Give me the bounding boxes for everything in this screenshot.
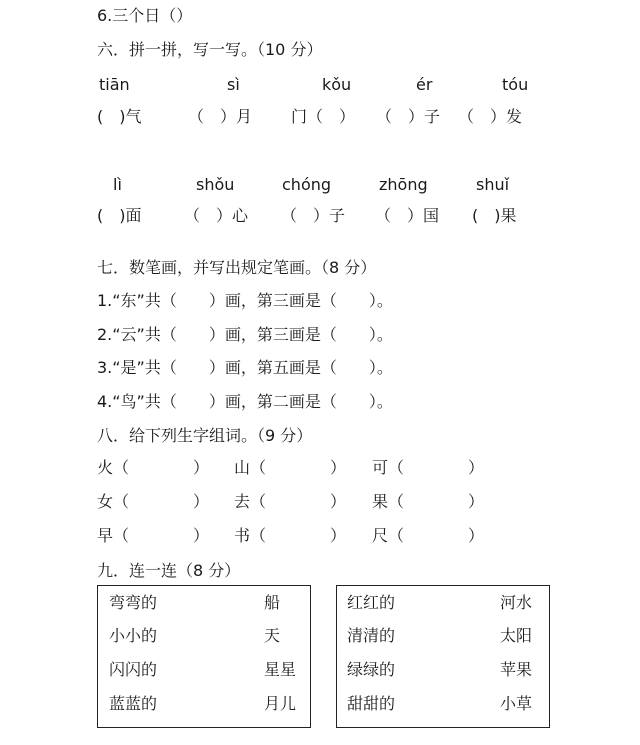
fill-blank[interactable]: 门（ ）	[291, 107, 356, 126]
word-group-blank[interactable]: 早（ ）	[97, 526, 210, 545]
matching-item-left[interactable]: 闪闪的	[109, 660, 158, 679]
fill-blank[interactable]: （ ）月	[188, 107, 253, 126]
pinyin: lì	[113, 175, 122, 194]
question-6-tail: 6.三个日（）	[97, 6, 193, 25]
section-6-title: 六．拼一拼，写一写。（10 分）	[97, 40, 323, 59]
matching-item-right[interactable]: 天	[264, 626, 281, 645]
stroke-question[interactable]: 4.“鸟”共（ ）画，第二画是（ ）。	[97, 392, 393, 411]
fill-blank[interactable]: （ ）子	[281, 206, 346, 225]
fill-blank[interactable]: （ ）子	[376, 107, 441, 126]
matching-item-right[interactable]: 星星	[264, 660, 297, 679]
matching-item-left[interactable]: 甜甜的	[347, 694, 396, 713]
word-group-blank[interactable]: 果（ ）	[372, 492, 485, 511]
stroke-question[interactable]: 3.“是”共（ ）画，第五画是（ ）。	[97, 358, 393, 377]
word-group-blank[interactable]: 火（ ）	[97, 458, 210, 477]
matching-item-right[interactable]: 河水	[500, 593, 533, 612]
word-group-blank[interactable]: 女（ ）	[97, 492, 210, 511]
pinyin: sì	[227, 75, 240, 94]
section-9-title: 九．连一连（8 分）	[97, 561, 241, 580]
pinyin: ér	[416, 75, 433, 94]
matching-item-right[interactable]: 小草	[500, 694, 533, 713]
pinyin: tóu	[502, 75, 529, 94]
matching-item-right[interactable]: 船	[264, 593, 281, 612]
word-group-blank[interactable]: 尺（ ）	[372, 526, 485, 545]
matching-item-right[interactable]: 太阳	[500, 626, 533, 645]
pinyin: shuǐ	[476, 175, 510, 194]
fill-blank[interactable]: ( )面	[97, 206, 142, 225]
stroke-question[interactable]: 2.“云”共（ ）画，第三画是（ ）。	[97, 325, 393, 344]
pinyin: chóng	[282, 175, 332, 194]
word-group-blank[interactable]: 去（ ）	[234, 492, 347, 511]
matching-item-left[interactable]: 弯弯的	[109, 593, 158, 612]
pinyin: tiān	[99, 75, 130, 94]
matching-item-left[interactable]: 小小的	[109, 626, 158, 645]
section-7-title: 七．数笔画，并写出规定笔画。（8 分）	[97, 258, 377, 277]
matching-item-right[interactable]: 苹果	[500, 660, 533, 679]
fill-blank[interactable]: （ ）国	[375, 206, 440, 225]
word-group-blank[interactable]: 山（ ）	[234, 458, 347, 477]
pinyin: shǒu	[196, 175, 235, 194]
matching-item-left[interactable]: 红红的	[347, 593, 396, 612]
word-group-blank[interactable]: 书（ ）	[234, 526, 347, 545]
matching-item-left[interactable]: 蓝蓝的	[109, 694, 158, 713]
stroke-question[interactable]: 1.“东”共（ ）画，第三画是（ ）。	[97, 291, 393, 310]
matching-item-right[interactable]: 月儿	[264, 694, 297, 713]
fill-blank[interactable]: ( )气	[97, 107, 142, 126]
matching-item-left[interactable]: 绿绿的	[347, 660, 396, 679]
fill-blank[interactable]: （ ）发	[458, 107, 523, 126]
fill-blank[interactable]: （ ）心	[184, 206, 249, 225]
pinyin: kǒu	[322, 75, 352, 94]
fill-blank[interactable]: ( )果	[472, 206, 517, 225]
section-8-title: 八．给下列生字组词。（9 分）	[97, 426, 313, 445]
pinyin: zhōng	[379, 175, 428, 194]
word-group-blank[interactable]: 可（ ）	[372, 458, 485, 477]
matching-item-left[interactable]: 清清的	[347, 626, 396, 645]
